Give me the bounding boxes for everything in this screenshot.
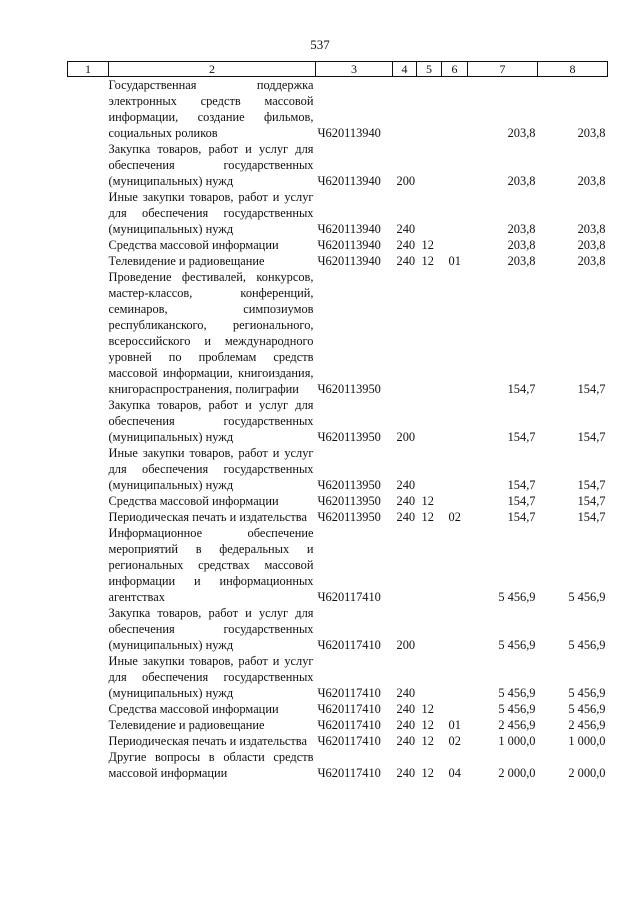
row-subsection — [442, 77, 468, 142]
row-expense-type: 200 — [396, 638, 416, 652]
row-amount-col7: 1 000,0 — [498, 734, 536, 748]
row-code: Ч620117410 — [317, 702, 381, 716]
row-section — [417, 141, 442, 189]
row-name: Иные закупки товаров, работ и услуг для обеспечения государственных (муниципальных) нужд — [108, 446, 314, 492]
row-code: Ч620113940 — [317, 222, 381, 236]
row-name: Иные закупки товаров, работ и услуг для обеспечения государственных (муниципальных) нужд — [108, 654, 314, 700]
row-amount-col8: 1 000,0 — [568, 734, 606, 748]
row-subsection — [442, 605, 468, 653]
row-code: Ч620113940 — [317, 174, 381, 188]
row-amount-col7: 203,8 — [507, 126, 536, 140]
row-amount-col7: 154,7 — [507, 478, 536, 492]
row-blank-col1 — [68, 733, 109, 749]
row-name: Информационное обеспечение мероприятий в федеральных и региональных средствах массовой информации и информационных агентствах — [108, 526, 314, 604]
row-amount-col7: 203,8 — [507, 222, 536, 236]
row-blank-col1 — [68, 509, 109, 525]
row-expense-type: 200 — [396, 430, 416, 444]
table-row — [68, 733, 608, 749]
table-row — [68, 269, 608, 397]
row-name: Государственная поддержка электронных средств массовой информации, создание фильмов, социальных роликов — [108, 78, 314, 140]
row-amount-col8: 5 456,9 — [568, 702, 606, 716]
header-col-1: 1 — [68, 62, 109, 77]
row-expense-type — [393, 525, 417, 605]
row-amount-col8: 2 000,0 — [568, 766, 606, 780]
row-blank-col1 — [68, 493, 109, 509]
row-code: Ч620117410 — [317, 766, 381, 780]
row-section: 12 — [421, 238, 434, 252]
row-expense-type — [393, 269, 417, 397]
row-blank-col1 — [68, 269, 109, 397]
row-subsection — [442, 653, 468, 701]
row-subsection — [442, 701, 468, 717]
row-expense-type: 240 — [396, 766, 416, 780]
row-code: Ч620117410 — [317, 638, 381, 652]
table-row — [68, 189, 608, 237]
row-code: Ч620113950 — [317, 494, 381, 508]
row-code: Ч620113950 — [317, 430, 381, 444]
row-name: Телевидение и радиовещание — [108, 718, 265, 732]
header-col-5: 5 — [417, 62, 442, 77]
row-expense-type — [393, 77, 417, 142]
row-name: Закупка товаров, работ и услуг для обеспечения государственных (муниципальных) нужд — [108, 606, 314, 652]
row-amount-col8: 5 456,9 — [568, 590, 606, 604]
row-subsection — [442, 493, 468, 509]
row-code: Ч620117410 — [317, 686, 381, 700]
row-subsection — [442, 525, 468, 605]
table-row — [68, 525, 608, 605]
row-blank-col1 — [68, 397, 109, 445]
row-subsection — [442, 237, 468, 253]
row-amount-col8: 5 456,9 — [568, 638, 606, 652]
row-amount-col8: 154,7 — [577, 430, 606, 444]
row-subsection: 01 — [448, 254, 461, 268]
row-name: Средства массовой информации — [108, 494, 279, 508]
row-section: 12 — [421, 254, 434, 268]
header-col-2: 2 — [109, 62, 316, 77]
table-row — [68, 701, 608, 717]
table-row — [68, 77, 608, 142]
header-row — [68, 62, 608, 77]
row-section: 12 — [421, 734, 434, 748]
row-section: 12 — [421, 718, 434, 732]
row-amount-col8: 154,7 — [577, 382, 606, 396]
row-blank-col1 — [68, 653, 109, 701]
row-blank-col1 — [68, 189, 109, 237]
row-name: Закупка товаров, работ и услуг для обеспечения государственных (муниципальных) нужд — [108, 142, 314, 188]
row-subsection — [442, 445, 468, 493]
table-row — [68, 141, 608, 189]
row-amount-col7: 154,7 — [507, 382, 536, 396]
row-code: Ч620113940 — [317, 126, 381, 140]
row-subsection: 02 — [448, 510, 461, 524]
row-blank-col1 — [68, 445, 109, 493]
row-subsection — [442, 397, 468, 445]
table-row — [68, 605, 608, 653]
table-body — [68, 77, 608, 782]
row-blank-col1 — [68, 525, 109, 605]
row-expense-type: 240 — [396, 686, 416, 700]
row-amount-col7: 203,8 — [507, 238, 536, 252]
row-amount-col8: 154,7 — [577, 510, 606, 524]
row-name: Периодическая печать и издательства — [108, 510, 307, 524]
table-row — [68, 749, 608, 781]
row-name: Средства массовой информации — [108, 238, 279, 252]
row-amount-col7: 2 456,9 — [498, 718, 536, 732]
row-amount-col7: 5 456,9 — [498, 686, 536, 700]
row-section — [417, 269, 442, 397]
table-row — [68, 237, 608, 253]
row-expense-type: 240 — [396, 510, 416, 524]
row-code: Ч620113950 — [317, 510, 381, 524]
table-row — [68, 493, 608, 509]
row-subsection — [442, 141, 468, 189]
row-section — [417, 605, 442, 653]
row-amount-col8: 154,7 — [577, 478, 606, 492]
row-expense-type: 240 — [396, 718, 416, 732]
row-subsection: 01 — [448, 718, 461, 732]
table-row — [68, 653, 608, 701]
row-expense-type: 240 — [396, 238, 416, 252]
row-code: Ч620117410 — [317, 734, 381, 748]
row-amount-col8: 203,8 — [577, 254, 606, 268]
row-code: Ч620117410 — [317, 590, 381, 604]
row-name: Проведение фестивалей, конкурсов, мастер-классов, конференций, семинаров, симпозиумов республиканского, регионального, всероссийского и международного уровней по проблемам средств массовой информации, книгоиздания, книгораспространения, полиграфии — [108, 270, 314, 396]
table-row — [68, 445, 608, 493]
row-expense-type: 240 — [396, 222, 416, 236]
header-col-3: 3 — [316, 62, 393, 77]
row-amount-col7: 5 456,9 — [498, 638, 536, 652]
row-amount-col8: 2 456,9 — [568, 718, 606, 732]
row-amount-col7: 203,8 — [507, 254, 536, 268]
row-subsection: 02 — [448, 734, 461, 748]
header-col-6: 6 — [442, 62, 468, 77]
row-name: Другие вопросы в области средств массовой информации — [108, 750, 314, 780]
row-name: Периодическая печать и издательства — [108, 734, 307, 748]
row-expense-type: 240 — [396, 702, 416, 716]
row-name: Телевидение и радиовещание — [108, 254, 265, 268]
row-amount-col8: 154,7 — [577, 494, 606, 508]
row-subsection — [442, 269, 468, 397]
row-section: 12 — [421, 494, 434, 508]
row-name: Закупка товаров, работ и услуг для обеспечения государственных (муниципальных) нужд — [108, 398, 314, 444]
row-section: 12 — [421, 702, 434, 716]
row-expense-type: 240 — [396, 734, 416, 748]
page-number: 537 — [310, 37, 330, 52]
row-blank-col1 — [68, 605, 109, 653]
row-section — [417, 189, 442, 237]
row-expense-type: 240 — [396, 478, 416, 492]
row-blank-col1 — [68, 253, 109, 269]
row-expense-type: 240 — [396, 254, 416, 268]
row-section — [417, 525, 442, 605]
row-expense-type: 240 — [396, 494, 416, 508]
row-section: 12 — [421, 510, 434, 524]
row-section — [417, 445, 442, 493]
row-amount-col7: 154,7 — [507, 510, 536, 524]
row-code: Ч620113940 — [317, 238, 381, 252]
row-amount-col7: 203,8 — [507, 174, 536, 188]
header-col-8: 8 — [538, 62, 608, 77]
row-amount-col7: 5 456,9 — [498, 590, 536, 604]
row-section: 12 — [421, 766, 434, 780]
row-code: Ч620117410 — [317, 718, 381, 732]
row-amount-col7: 5 456,9 — [498, 702, 536, 716]
row-name: Иные закупки товаров, работ и услуг для обеспечения государственных (муниципальных) нужд — [108, 190, 314, 236]
row-expense-type: 200 — [396, 174, 416, 188]
row-blank-col1 — [68, 717, 109, 733]
header-col-7: 7 — [468, 62, 538, 77]
row-amount-col7: 154,7 — [507, 430, 536, 444]
row-blank-col1 — [68, 141, 109, 189]
row-code: Ч620113950 — [317, 382, 381, 396]
row-section — [417, 653, 442, 701]
row-name: Средства массовой информации — [108, 702, 279, 716]
row-blank-col1 — [68, 701, 109, 717]
row-code: Ч620113940 — [317, 254, 381, 268]
row-code: Ч620113950 — [317, 478, 381, 492]
table-row — [68, 717, 608, 733]
row-subsection: 04 — [448, 766, 461, 780]
row-amount-col7: 154,7 — [507, 494, 536, 508]
table-row — [68, 253, 608, 269]
row-blank-col1 — [68, 237, 109, 253]
budget-table — [67, 61, 608, 781]
row-blank-col1 — [68, 77, 109, 142]
row-subsection — [442, 189, 468, 237]
row-amount-col8: 5 456,9 — [568, 686, 606, 700]
row-section — [417, 397, 442, 445]
table-row — [68, 509, 608, 525]
row-amount-col8: 203,8 — [577, 126, 606, 140]
row-amount-col8: 203,8 — [577, 238, 606, 252]
header-col-4: 4 — [393, 62, 417, 77]
row-amount-col8: 203,8 — [577, 222, 606, 236]
row-section — [417, 77, 442, 142]
table-row — [68, 397, 608, 445]
row-blank-col1 — [68, 749, 109, 781]
row-amount-col8: 203,8 — [577, 174, 606, 188]
row-amount-col7: 2 000,0 — [498, 766, 536, 780]
